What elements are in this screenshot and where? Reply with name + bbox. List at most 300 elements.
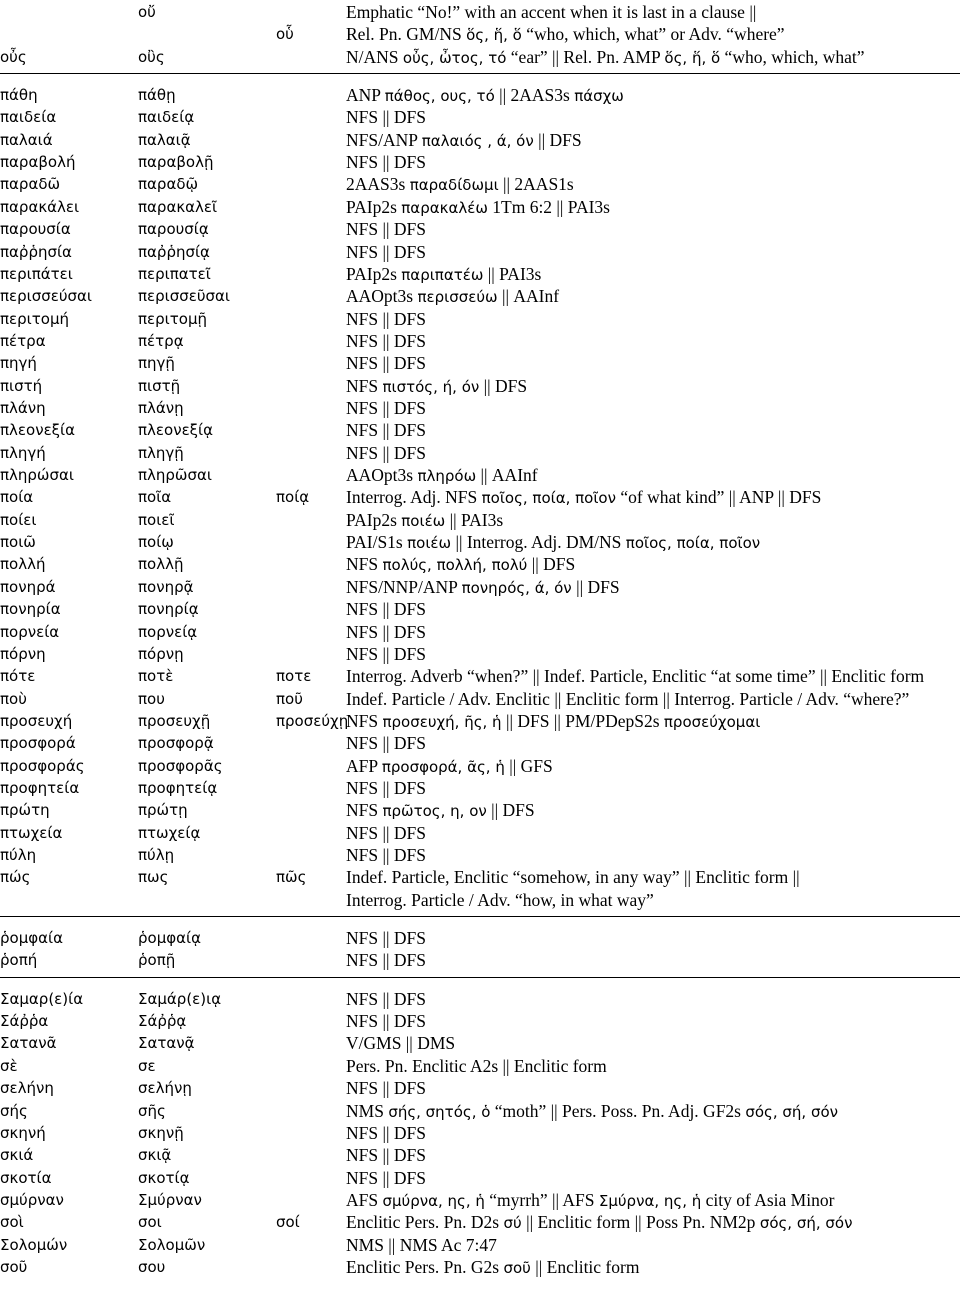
lexicon-entry <box>0 866 960 889</box>
accented-form: οὖς <box>0 47 27 66</box>
parsing-gloss <box>346 151 426 173</box>
parsing-gloss <box>346 1010 426 1032</box>
alternate-form: πληρῶσαι <box>138 466 212 484</box>
alternate-form: πύλῃ <box>138 846 175 864</box>
accented-form: σοὶ <box>0 1213 24 1232</box>
greek-lemma: ποῖος, ποία, ποῖον <box>625 534 761 553</box>
parsing-gloss <box>346 643 426 665</box>
lexicon-entry <box>0 84 960 107</box>
third-form: οὗ <box>276 25 294 44</box>
gloss-text: N/ANS <box>346 46 403 67</box>
lexicon-entry <box>0 263 960 286</box>
lexicon-entry <box>0 23 960 46</box>
alternate-form: πορνείᾳ <box>138 622 198 641</box>
parsing-gloss <box>346 777 426 799</box>
gloss-text: Enclitic Pers. Pn. G2s <box>346 1256 504 1277</box>
lexicon-entry <box>0 822 960 845</box>
gloss-text: || GFS <box>504 755 553 776</box>
parsing-gloss <box>346 23 785 46</box>
alternate-form: σοι <box>138 1213 162 1232</box>
gloss-text: || Enclitic form <box>530 1256 640 1277</box>
greek-lemma: ὅς, ἥ, ὅ <box>664 48 721 67</box>
accented-form: πέτρα <box>0 331 46 350</box>
lexicon-entry <box>0 218 960 241</box>
accented-form: παρακάλει <box>0 197 80 216</box>
accented-form: Σολομών <box>0 1235 68 1254</box>
accented-form: πληγή <box>0 443 46 462</box>
gloss-text: Emphatic “No!” with an accent when it is last in a clause || <box>346 2 757 22</box>
parsing-gloss <box>346 106 426 128</box>
lexicon-entry <box>0 710 960 733</box>
alternate-form: ποίῳ <box>138 533 174 552</box>
lexicon-entry <box>0 889 960 912</box>
gloss-text: NFS || DFS <box>346 353 426 374</box>
greek-lemma: προσφορά, ᾶς, ἡ <box>381 757 505 776</box>
gloss-text: || DFS || PM/PDepS2s <box>501 710 664 731</box>
alternate-form: παρακαλεῖ <box>138 197 218 216</box>
gloss-text: Rel. Pn. GM/NS <box>346 24 467 45</box>
alternate-form: ποῖα <box>138 488 172 507</box>
lexicon-entry <box>0 732 960 755</box>
parsing-gloss <box>346 84 624 107</box>
greek-lemma: πονηρός, ά, όν <box>461 578 572 597</box>
greek-lemma: ὅς, ἥ, ὅ <box>466 26 522 45</box>
gloss-text: NFS || DFS <box>346 845 426 865</box>
gloss-text: NFS || DFS <box>346 1167 426 1188</box>
alternate-form: Σάῤῥᾳ <box>138 1012 187 1031</box>
lexicon-entry <box>0 1100 960 1123</box>
parsing-gloss <box>346 665 924 687</box>
lexicon-entry <box>0 173 960 196</box>
gloss-text: NFS || DFS <box>346 1078 426 1099</box>
lexicon-entry <box>0 397 960 420</box>
alternate-form: πέτρᾳ <box>138 331 184 350</box>
accented-form: σής <box>0 1101 28 1120</box>
gloss-text: NFS || DFS <box>346 219 426 240</box>
accented-form: ποιῶ <box>0 533 36 552</box>
alternate-form: σῆς <box>138 1101 166 1120</box>
parsing-gloss <box>346 927 426 949</box>
accented-form: πρώτη <box>0 801 50 820</box>
lexicon-entry <box>0 553 960 576</box>
gloss-text: NFS <box>346 554 383 575</box>
lexicon-entry <box>0 1189 960 1212</box>
gloss-text: NMS || NMS Ac 7:47 <box>346 1234 497 1255</box>
third-form: ποῦ <box>276 689 303 708</box>
greek-lemma: σός, σή, σόν <box>759 1214 853 1233</box>
gloss-text: NFS || DFS <box>346 152 426 173</box>
gloss-text: NFS || DFS <box>346 1145 426 1166</box>
parsing-gloss <box>346 196 610 219</box>
accented-form: σοῦ <box>0 1257 28 1276</box>
lexicon-entry <box>0 464 960 487</box>
lexicon-entry <box>0 927 960 950</box>
parsing-gloss <box>346 598 426 620</box>
gloss-text: 1Tm 6:2 || PAI3s <box>487 196 610 217</box>
gloss-text: ANP <box>346 85 385 106</box>
parsing-gloss <box>346 1189 834 1212</box>
parsing-gloss <box>346 218 426 240</box>
gloss-text: AAOpt3s <box>346 465 418 485</box>
accented-form: Σαμαρ(ε)ία <box>0 989 84 1008</box>
third-form: ποτε <box>276 667 312 686</box>
lexicon-entry <box>0 129 960 152</box>
gloss-text: NFS || DFS <box>346 950 426 971</box>
section-divider <box>0 916 960 917</box>
parsing-gloss <box>346 1055 607 1077</box>
lexicon-entry <box>0 196 960 219</box>
parsing-gloss <box>346 531 760 554</box>
lexicon-entry <box>0 665 960 688</box>
gloss-text: || DFS <box>527 554 576 575</box>
alternate-form: πληγῇ <box>138 443 184 462</box>
alternate-form: πτωχείᾳ <box>138 823 201 842</box>
greek-lemma: ποιέω <box>401 511 446 530</box>
gloss-text: || PAI3s <box>483 263 542 284</box>
parsing-gloss <box>346 1122 426 1144</box>
greek-lemma: Σμύρνα, ης, ἡ <box>598 1191 702 1210</box>
gloss-text: AAOpt3s <box>346 286 418 307</box>
alternate-form: πάθῃ <box>138 86 176 105</box>
third-form: προσεύχῃ <box>276 711 349 730</box>
accented-form: πιστή <box>0 376 43 395</box>
gloss-text: PAIp2s <box>346 196 402 217</box>
gloss-text: AFS <box>346 1189 383 1210</box>
accented-form: παραβολή <box>0 153 76 172</box>
accented-form: πληρώσαι <box>0 466 74 484</box>
alternate-form: σκηνῇ <box>138 1123 184 1142</box>
accented-form: σμύρναν <box>0 1190 64 1209</box>
accented-form: πλεονεξία <box>0 421 76 440</box>
gloss-text: Indef. Particle, Enclitic “somehow, in any way” || Enclitic form || <box>346 867 800 888</box>
greek-lemma: ποῖος, ποία, ποῖον <box>481 489 616 508</box>
parsing-gloss <box>346 1234 497 1256</box>
accented-form: πηγή <box>0 354 37 373</box>
alternate-form: περισσεῦσαι <box>138 287 231 306</box>
gloss-text: || DFS <box>571 576 620 597</box>
lexicon-entry <box>0 531 960 554</box>
alternate-form: Σολομῶν <box>138 1235 206 1254</box>
parsing-gloss <box>346 688 909 710</box>
parsing-gloss <box>346 949 426 971</box>
gloss-text: “of what kind” || ANP || DFS <box>615 487 822 508</box>
lexicon-entry <box>0 1211 960 1234</box>
gloss-text: NFS || DFS <box>346 442 426 463</box>
accented-form: σὲ <box>0 1056 18 1075</box>
alternate-form: ῥομφαίᾳ <box>138 929 201 947</box>
lexicon-entry <box>0 1144 960 1167</box>
lexicon-entry <box>0 1055 960 1078</box>
parsing-gloss <box>346 46 865 69</box>
accented-form: προσφορά <box>0 734 76 753</box>
greek-lemma: πάθος, ους, τό <box>384 87 495 106</box>
alternate-form: ῥοπῇ <box>138 951 176 970</box>
accented-form: σελήνη <box>0 1079 54 1098</box>
gloss-text: NFS || DFS <box>346 643 426 664</box>
gloss-text: || PAI3s <box>445 509 504 530</box>
parsing-gloss <box>346 352 426 374</box>
accented-form: πότε <box>0 667 36 686</box>
accented-form: πύλη <box>0 846 37 864</box>
alternate-form: ποιεῖ <box>138 510 175 529</box>
accented-form: σκοτία <box>0 1168 52 1187</box>
accented-form: Σατανᾶ <box>0 1034 57 1053</box>
parsing-gloss <box>346 419 426 441</box>
gloss-text: “ear” || Rel. Pn. AMP <box>506 46 665 67</box>
lexicon-entry <box>0 949 960 972</box>
gloss-text: || Interrog. Adj. DM/NS <box>451 532 626 553</box>
parsing-gloss <box>346 397 426 419</box>
accented-form: προσευχή <box>0 711 73 730</box>
parsing-gloss <box>346 988 426 1010</box>
parsing-gloss <box>346 509 503 532</box>
gloss-text: || DFS <box>486 800 535 821</box>
gloss-text: city of Asia Minor <box>701 1189 835 1210</box>
lexicon-entry <box>0 375 960 398</box>
lexicon-entry <box>0 285 960 308</box>
greek-lemma: πολύς, πολλή, πολύ <box>382 556 528 575</box>
lexicon-entry <box>0 1 960 24</box>
gloss-text: Interrog. Adj. NFS <box>346 487 482 508</box>
gloss-text: NFS || DFS <box>346 599 426 620</box>
accented-form: παλαιά <box>0 130 53 149</box>
gloss-text: || Enclitic form || Poss Pn. NM2p <box>521 1212 760 1233</box>
gloss-text: NFS || DFS <box>346 621 426 642</box>
lexicon-entry <box>0 844 960 867</box>
lexicon-entry <box>0 688 960 711</box>
greek-lemma: οὖς, ὦτος, τό <box>402 48 507 67</box>
lexicon-entry <box>0 598 960 621</box>
parsing-gloss <box>346 1144 426 1166</box>
parsing-gloss <box>346 308 426 330</box>
lexicon-entry <box>0 1256 960 1279</box>
accented-form: περιτομή <box>0 309 69 328</box>
greek-lemma: πάσχω <box>574 87 624 106</box>
alternate-form: σου <box>138 1257 166 1276</box>
lexicon-entry <box>0 486 960 509</box>
parsing-gloss <box>346 263 541 286</box>
accented-form: ῥοπή <box>0 951 38 970</box>
accented-form: περιπάτει <box>0 264 73 283</box>
gloss-text: “who, which, what” or Adv. “where” <box>521 24 785 45</box>
parsing-gloss <box>346 1 756 23</box>
gloss-text: NFS || DFS <box>346 241 426 262</box>
alternate-form: σκοτίᾳ <box>138 1168 190 1187</box>
accented-form: παραδῶ <box>0 175 61 194</box>
greek-lemma: σμύρνα, ης, ἡ <box>382 1191 485 1210</box>
alternate-form: πόρνῃ <box>138 644 184 663</box>
lexicon-entry <box>0 151 960 174</box>
accented-form: πονηρία <box>0 600 61 619</box>
alternate-form: που <box>138 689 165 708</box>
gloss-text: 2AAS3s <box>346 174 410 195</box>
alternate-form: παῤῥησίᾳ <box>138 242 210 261</box>
lexicon-entry <box>0 755 960 778</box>
lexicon-entry <box>0 241 960 264</box>
gloss-text: Enclitic Pers. Pn. D2s <box>346 1212 504 1233</box>
alternate-form: περιπατεῖ <box>138 264 211 283</box>
greek-lemma: παριπατέω <box>401 265 484 284</box>
lexicon-entry <box>0 643 960 666</box>
alternate-form: Σατανᾷ <box>138 1034 195 1053</box>
accented-form: παιδεία <box>0 108 57 127</box>
accented-form: πονηρά <box>0 577 56 596</box>
gloss-text: NFS <box>346 710 383 731</box>
gloss-text: “who, which, what” <box>720 46 865 67</box>
parsing-gloss <box>346 330 426 352</box>
gloss-text: NFS || DFS <box>346 988 426 1009</box>
accented-form: ποία <box>0 488 34 507</box>
gloss-text: NFS || DFS <box>346 107 426 128</box>
lexicon-entry <box>0 106 960 129</box>
alternate-form: προφητείᾳ <box>138 778 218 797</box>
lexicon-entry <box>0 621 960 644</box>
gloss-text: PAIp2s <box>346 263 402 284</box>
accented-form: πλάνη <box>0 399 46 417</box>
alternate-form: σε <box>138 1056 156 1075</box>
gloss-text: || 2AAS3s <box>494 85 575 106</box>
accented-form: Σάῤῥα <box>0 1012 49 1031</box>
parsing-gloss <box>346 486 821 509</box>
accented-form: περισσεύσαι <box>0 287 93 306</box>
accented-form: σκηνή <box>0 1123 46 1142</box>
gloss-text: AFP <box>346 755 382 776</box>
parsing-gloss <box>346 822 426 844</box>
parsing-gloss <box>346 442 426 464</box>
third-form: σοί <box>276 1213 300 1232</box>
lexicon-entry <box>0 1010 960 1033</box>
parsing-gloss <box>346 464 538 487</box>
lexicon-entry <box>0 308 960 331</box>
gloss-text: “myrrh” || AFS <box>484 1189 599 1210</box>
alternate-form: παραδῷ <box>138 175 199 194</box>
alternate-form: πρώτῃ <box>138 801 188 820</box>
parsing-gloss <box>346 173 574 196</box>
gloss-text: NFS <box>346 375 383 396</box>
alternate-form: Σμύρναν <box>138 1190 202 1209</box>
parsing-gloss <box>346 1100 838 1123</box>
greek-lemma: παραδίδωμι <box>409 176 499 195</box>
alternate-form: πιστῇ <box>138 376 181 395</box>
accented-form: προσφοράς <box>0 756 85 775</box>
gloss-text: Interrog. Adverb “when?” || Indef. Particle, Enclitic “at some time” || Enclitic form <box>346 666 925 687</box>
alternate-form: ποτὲ <box>138 667 174 686</box>
lexicon-entry <box>0 442 960 465</box>
alternate-form: παιδείᾳ <box>138 108 195 127</box>
parsing-gloss <box>346 889 654 911</box>
gloss-text: NFS || DFS <box>346 928 426 948</box>
accented-form: παῤῥησία <box>0 242 72 261</box>
lexicon-entry <box>0 1167 960 1190</box>
parsing-gloss <box>346 1211 852 1234</box>
parsing-gloss <box>346 866 800 888</box>
greek-lemma: σής, σητός, ὁ <box>388 1102 491 1121</box>
parsing-gloss <box>346 285 559 308</box>
lexicon-entry <box>0 576 960 599</box>
lexicon-entry <box>0 352 960 375</box>
accented-form: ῥομφαία <box>0 929 63 947</box>
parsing-gloss <box>346 576 620 599</box>
gloss-text: || AAInf <box>497 286 560 307</box>
accented-form: ποίει <box>0 510 37 529</box>
gloss-text: “moth” || Pers. Poss. Pn. Adj. GF2s <box>490 1100 746 1121</box>
gloss-text: V/GMS || DMS <box>346 1033 456 1054</box>
accented-form: πώς <box>0 868 31 887</box>
gloss-text: NFS || DFS <box>346 420 426 441</box>
parsing-gloss <box>346 799 535 822</box>
alternate-form: πως <box>138 868 169 887</box>
gloss-text: NFS <box>346 800 383 821</box>
lexicon-entry <box>0 46 960 69</box>
parsing-gloss <box>346 710 760 733</box>
lexicon-entry <box>0 1077 960 1100</box>
accented-form: παρουσία <box>0 220 71 239</box>
gloss-text: NFS || DFS <box>346 330 426 351</box>
gloss-text: || 2AAS1s <box>498 174 574 195</box>
gloss-text: || DFS <box>533 129 582 150</box>
gloss-text: || AAInf <box>476 465 538 485</box>
lexicon-entry <box>0 330 960 353</box>
gloss-text: Interrog. Particle / Adv. “how, in what way” <box>346 889 654 910</box>
greek-lemma: προσευχή, ῆς, ἡ <box>382 712 502 731</box>
parsing-gloss <box>346 1032 455 1054</box>
alternate-form: παραβολῇ <box>138 153 214 172</box>
third-form: πῶς <box>276 868 307 887</box>
gloss-text: || DFS <box>479 375 528 396</box>
gloss-text: NFS/NNP/ANP <box>346 576 462 597</box>
section-divider <box>0 977 960 978</box>
parsing-gloss <box>346 375 527 398</box>
alternate-form: πλεονεξίᾳ <box>138 421 214 440</box>
accented-form: πολλή <box>0 555 46 574</box>
parsing-gloss <box>346 1256 639 1279</box>
alternate-form: πονηρᾷ <box>138 577 194 596</box>
lexicon-entry <box>0 419 960 442</box>
lexicon-entry <box>0 1122 960 1145</box>
parsing-gloss <box>346 241 426 263</box>
alternate-form: παρουσίᾳ <box>138 220 209 239</box>
section-divider <box>0 73 960 74</box>
alternate-form: οὒς <box>138 47 165 66</box>
accented-form: πόρνη <box>0 644 46 663</box>
parsing-gloss <box>346 1167 426 1189</box>
accented-form: σκιά <box>0 1146 34 1165</box>
parsing-gloss <box>346 732 426 754</box>
accented-form: πτωχεία <box>0 823 63 842</box>
gloss-text: NFS || DFS <box>346 398 426 418</box>
alternate-form: πλάνῃ <box>138 399 184 417</box>
lexicon-entry <box>0 988 960 1011</box>
greek-lemma: σοῦ <box>503 1258 531 1277</box>
accented-form: προφητεία <box>0 778 80 797</box>
greek-lemma: ποιέω <box>407 534 452 553</box>
greek-lemma: σύ <box>503 1214 522 1233</box>
greek-lemma: πληρόω <box>417 467 477 485</box>
lexicon-entry <box>0 1032 960 1055</box>
gloss-text: Indef. Particle / Adv. Enclitic || Enclitic form || Interrog. Particle / Adv. “where?” <box>346 688 910 709</box>
gloss-text: NFS || DFS <box>346 733 426 754</box>
gloss-text: Pers. Pn. Enclitic A2s || Enclitic form <box>346 1055 607 1076</box>
gloss-text: PAI/S1s <box>346 532 408 553</box>
alternate-form: προσευχῇ <box>138 711 211 730</box>
gloss-text: NFS/ANP <box>346 129 422 150</box>
lexicon-entry <box>0 777 960 800</box>
greek-lemma: περισσεύω <box>417 288 498 307</box>
alternate-form: περιτομῇ <box>138 309 207 328</box>
alternate-form: πονηρίᾳ <box>138 600 199 619</box>
lexicon-entry <box>0 799 960 822</box>
alternate-form: προσφορᾶς <box>138 756 223 775</box>
